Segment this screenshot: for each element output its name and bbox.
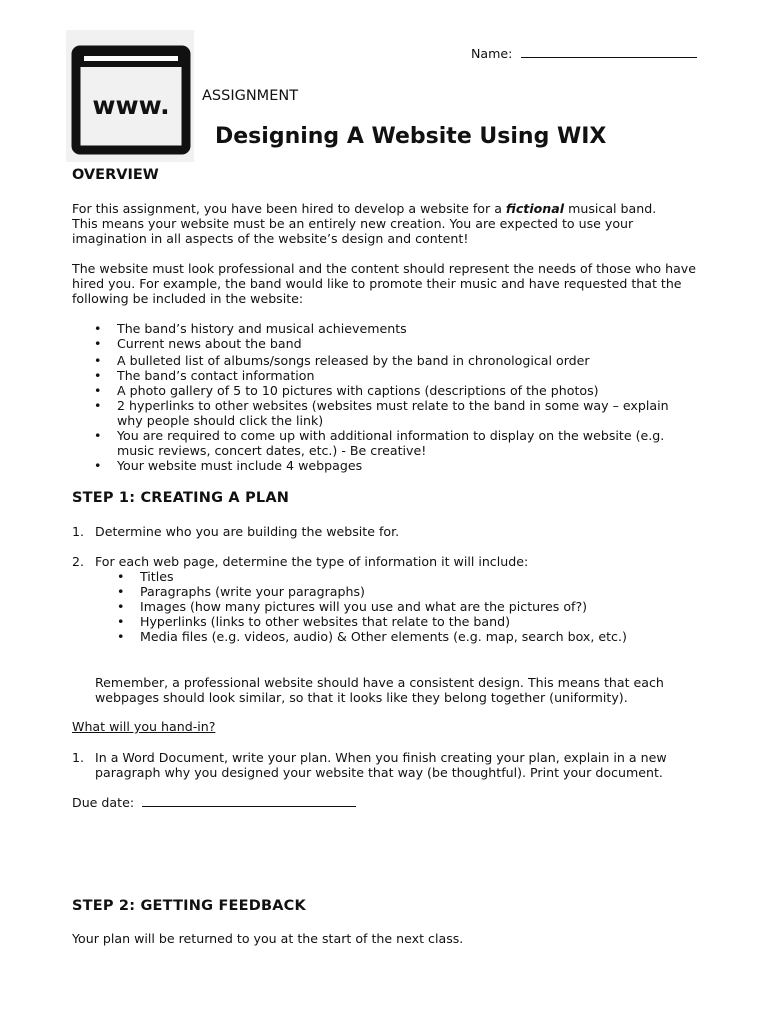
list-item: • Images (how many pictures will you use and what are the pictures of?) xyxy=(117,599,627,614)
list-item: • 2 hyperlinks to other websites (websites must relate to the band in some way – explain why people should click the link) xyxy=(94,398,669,428)
page-title: Designing A Website Using WIX xyxy=(215,124,607,149)
overview-p1-line-2: This means your website must be an entirely new creation. You are expected to use your xyxy=(72,216,634,231)
browser-window-icon xyxy=(66,30,194,162)
webpage-content-list xyxy=(117,569,627,644)
remember-paragraph: Remember, a professional website should have a consistent design. This means that each webpages should look similar, so that it looks like they belong together (uniformity). xyxy=(95,675,664,705)
logo-text: www. xyxy=(92,91,170,120)
list-item: • Media files (e.g. videos, audio) & Other elements (e.g. map, search box, etc.) xyxy=(117,629,627,644)
list-item: • Paragraphs (write your paragraphs) xyxy=(117,584,627,599)
list-item: • Your website must include 4 webpages xyxy=(94,458,669,473)
fictional-emphasis: fictional xyxy=(505,201,565,216)
list-item: • You are required to come up with additional information to display on the website (e.g. music reviews, concert dates, etc.) - Be creative! xyxy=(94,428,669,458)
name-label: Name: xyxy=(471,46,513,61)
list-item: • Hyperlinks (links to other websites that relate to the band) xyxy=(117,614,627,629)
handin-heading: What will you hand-in? xyxy=(72,719,216,734)
name-blank-line[interactable] xyxy=(521,47,697,58)
list-item: • Titles xyxy=(117,569,627,584)
overview-p2-line-2: hired you. For example, the band would like to promote their music and have requested that the xyxy=(72,276,682,291)
handin-item-1: 1. In a Word Document, write your plan. When you finish creating your plan, explain in a new paragraph why you designed your website that way (be thoughtful). Print your document. xyxy=(72,750,667,780)
overview-paragraph-2 xyxy=(72,261,712,306)
name-field[interactable] xyxy=(471,46,697,61)
list-item: • The band’s contact information xyxy=(94,368,669,383)
assignment-label: ASSIGNMENT xyxy=(202,88,299,104)
overview-p1-line-1: For this assignment, you have been hired to develop a website for a fictional musical band. xyxy=(72,201,657,216)
overview-p2-line-3: following be included in the website: xyxy=(72,291,304,306)
list-item: • Current news about the band xyxy=(94,336,669,351)
step1-heading: STEP 1: CREATING A PLAN xyxy=(72,490,290,506)
requirements-list xyxy=(94,321,669,473)
website-logo xyxy=(66,30,194,162)
step2-text: Your plan will be returned to you at the start of the next class. xyxy=(72,931,464,946)
step2-heading: STEP 2: GETTING FEEDBACK xyxy=(72,898,306,914)
due-date-label: Due date: xyxy=(72,795,135,810)
overview-p1-line-3: imagination in all aspects of the website’s design and content! xyxy=(72,231,469,246)
list-item: • A bulleted list of albums/songs released by the band in chronological order xyxy=(94,353,669,368)
overview-paragraph-1 xyxy=(72,201,712,246)
step1-item-2: 2. For each web page, determine the type of information it will include: xyxy=(72,554,529,569)
due-date-field[interactable] xyxy=(72,795,356,810)
overview-p2-line-1: The website must look professional and the content should represent the needs of those who have xyxy=(72,261,696,276)
due-date-blank-line[interactable] xyxy=(142,796,356,807)
list-item: • A photo gallery of 5 to 10 pictures with captions (descriptions of the photos) xyxy=(94,383,669,398)
list-item: • The band’s history and musical achievements xyxy=(94,321,669,336)
overview-heading: OVERVIEW xyxy=(72,167,159,183)
step1-item-1: 1. Determine who you are building the website for. xyxy=(72,524,400,539)
